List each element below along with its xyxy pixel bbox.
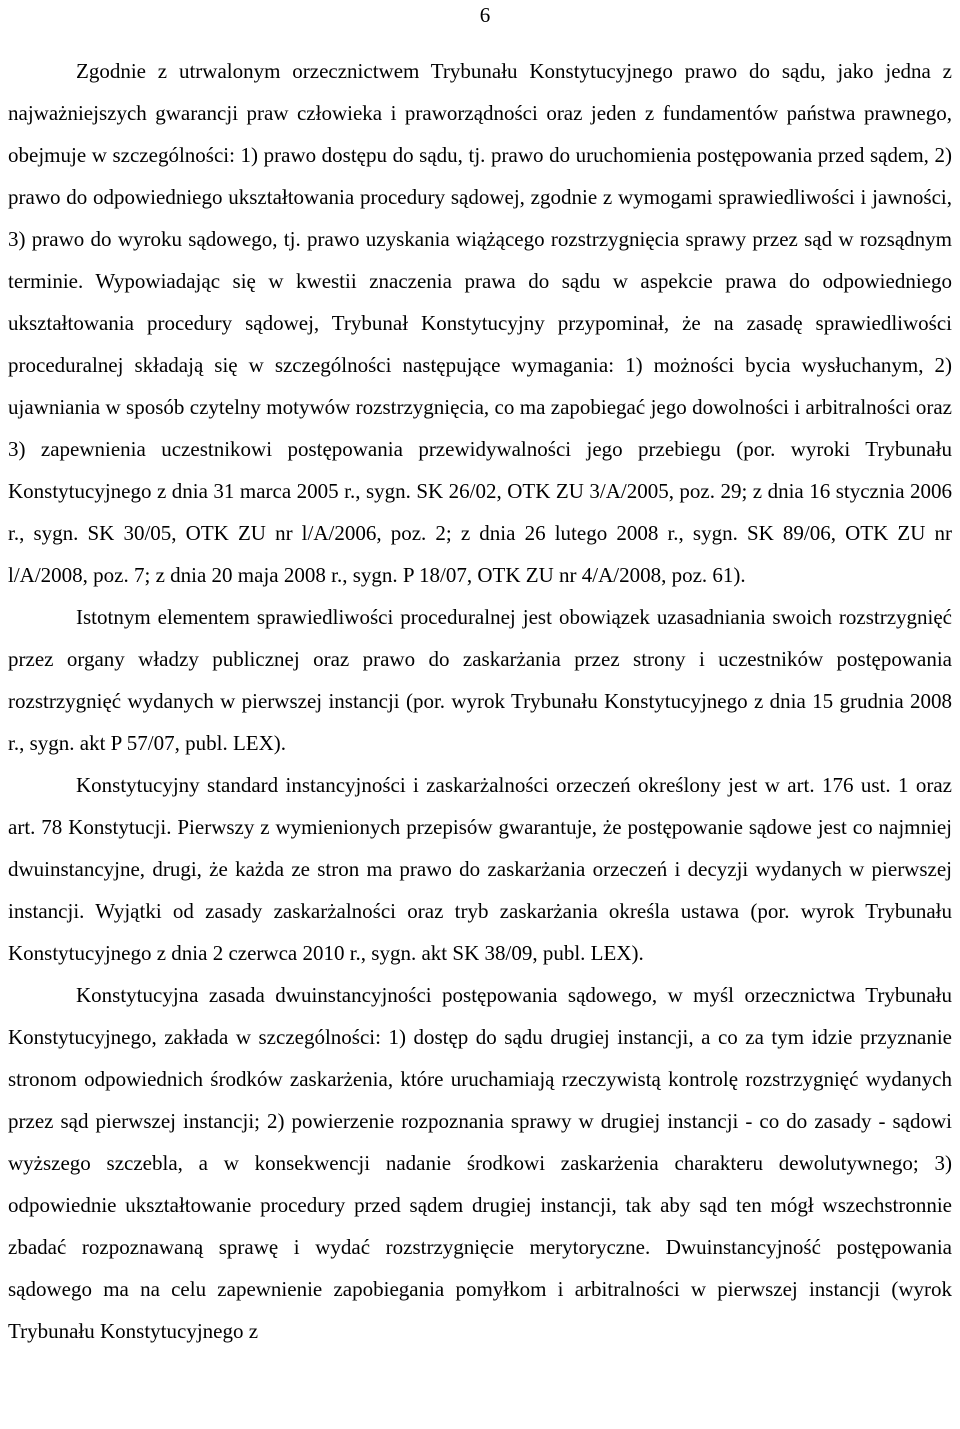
paragraph-2: Istotnym elementem sprawiedliwości proceduralnej jest obowiązek uzasadniania swoich rozstrzygnięć przez organy władzy publicznej oraz prawo do zaskarżania przez strony i uczestników postępowania rozstrzygnięć wydanych w pierwszej instancji (por. wyrok Trybunału Konstytucyjnego z dnia 15 grudnia 2008 r., sygn. akt P 57/07, publ. LEX). bbox=[8, 605, 952, 755]
paragraph-3: Konstytucyjny standard instancyjności i zaskarżalności orzeczeń określony jest w art. 176 ust. 1 oraz art. 78 Konstytucji. Pierwszy z wymienionych przepisów gwarantuje, że postępowanie sądowe jest co najmniej dwuinstancyjne, drugi, że każda ze stron ma prawo do zaskarżania orzeczeń i decyzji wydanych w pierwszej instancji. Wyjątki od zasady zaskarżalności oraz tryb zaskarżania określa ustawa (por. wyrok Trybunału Konstytucyjnego z dnia 2 czerwca 2010 r., sygn. akt SK 38/09, publ. LEX). bbox=[8, 773, 952, 965]
page-number: 6 bbox=[479, 3, 491, 27]
paragraph-4: Konstytucyjna zasada dwuinstancyjności postępowania sądowego, w myśl orzecznictwa Trybunału Konstytucyjnego, zakłada w szczególności: 1) dostęp do sądu drugiej instancji, a co za tym idzie przyznanie stronom odpowiednich środków zaskarżenia, które uruchamiają rzeczywistą kontrolę rozstrzygnięć wydanych przez sąd pierwszej instancji; 2) powierzenie rozpoznania sprawy w drugiej instancji - co do zasady - sądowi wyższego szczebla, a w konsekwencji nadanie środkowi zaskarżenia charakteru dewolutywnego; 3) odpowiednie ukształtowanie procedury przed sądem drugiej instancji, tak aby sąd ten mógł wszechstronnie zbadać rozpoznawaną sprawę i wydać rozstrzygnięcie merytoryczne. Dwuinstancyjność postępowania sądowego ma na celu zapewnienie zapobiegania pomyłkom i arbitralności w pierwszej instancji (wyrok Trybunału Konstytucyjnego z bbox=[8, 983, 952, 1343]
paragraph-1: Zgodnie z utrwalonym orzecznictwem Trybunału Konstytucyjnego prawo do sądu, jako jedna z najważniejszych gwarancji praw człowieka i praworządności oraz jeden z fundamentów państwa prawnego, obejmuje w szczególności: 1) prawo dostępu do sądu, tj. prawo do uruchomienia postępowania przed sądem, 2) prawo do odpowiedniego ukształtowania procedury sądowej, zgodnie z wymogami sprawiedliwości i jawności, 3) prawo do wyroku sądowego, tj. prawo uzyskania wiążącego rozstrzygnięcia sprawy przez sąd w rozsądnym terminie. Wypowiadając się w kwestii znaczenia prawa do sądu w aspekcie prawa do odpowiedniego ukształtowania procedury sądowej, Trybunał Konstytucyjny przypominał, że na zasadę sprawiedliwości proceduralnej składają się w szczególności następujące wymagania: 1) możności bycia wysłuchanym, 2) ujawniania w sposób czytelny motywów rozstrzygnięcia, co ma zapobiegać jego dowolności i arbitralności oraz 3) zapewnienia uczestnikowi postępowania przewidywalności jego przebiegu (por. wyroki Trybunału Konstytucyjnego z dnia 31 marca 2005 r., sygn. SK 26/02, OTK ZU 3/A/2005, poz. 29; z dnia 16 stycznia 2006 r., sygn. SK 30/05, OTK ZU nr l/A/2006, poz. 2; z dnia 26 lutego 2008 r., sygn. SK 89/06, OTK ZU nr l/A/2008, poz. 7; z dnia 20 maja 2008 r., sygn. P 18/07, OTK ZU nr 4/A/2008, poz. 61). bbox=[8, 59, 952, 587]
